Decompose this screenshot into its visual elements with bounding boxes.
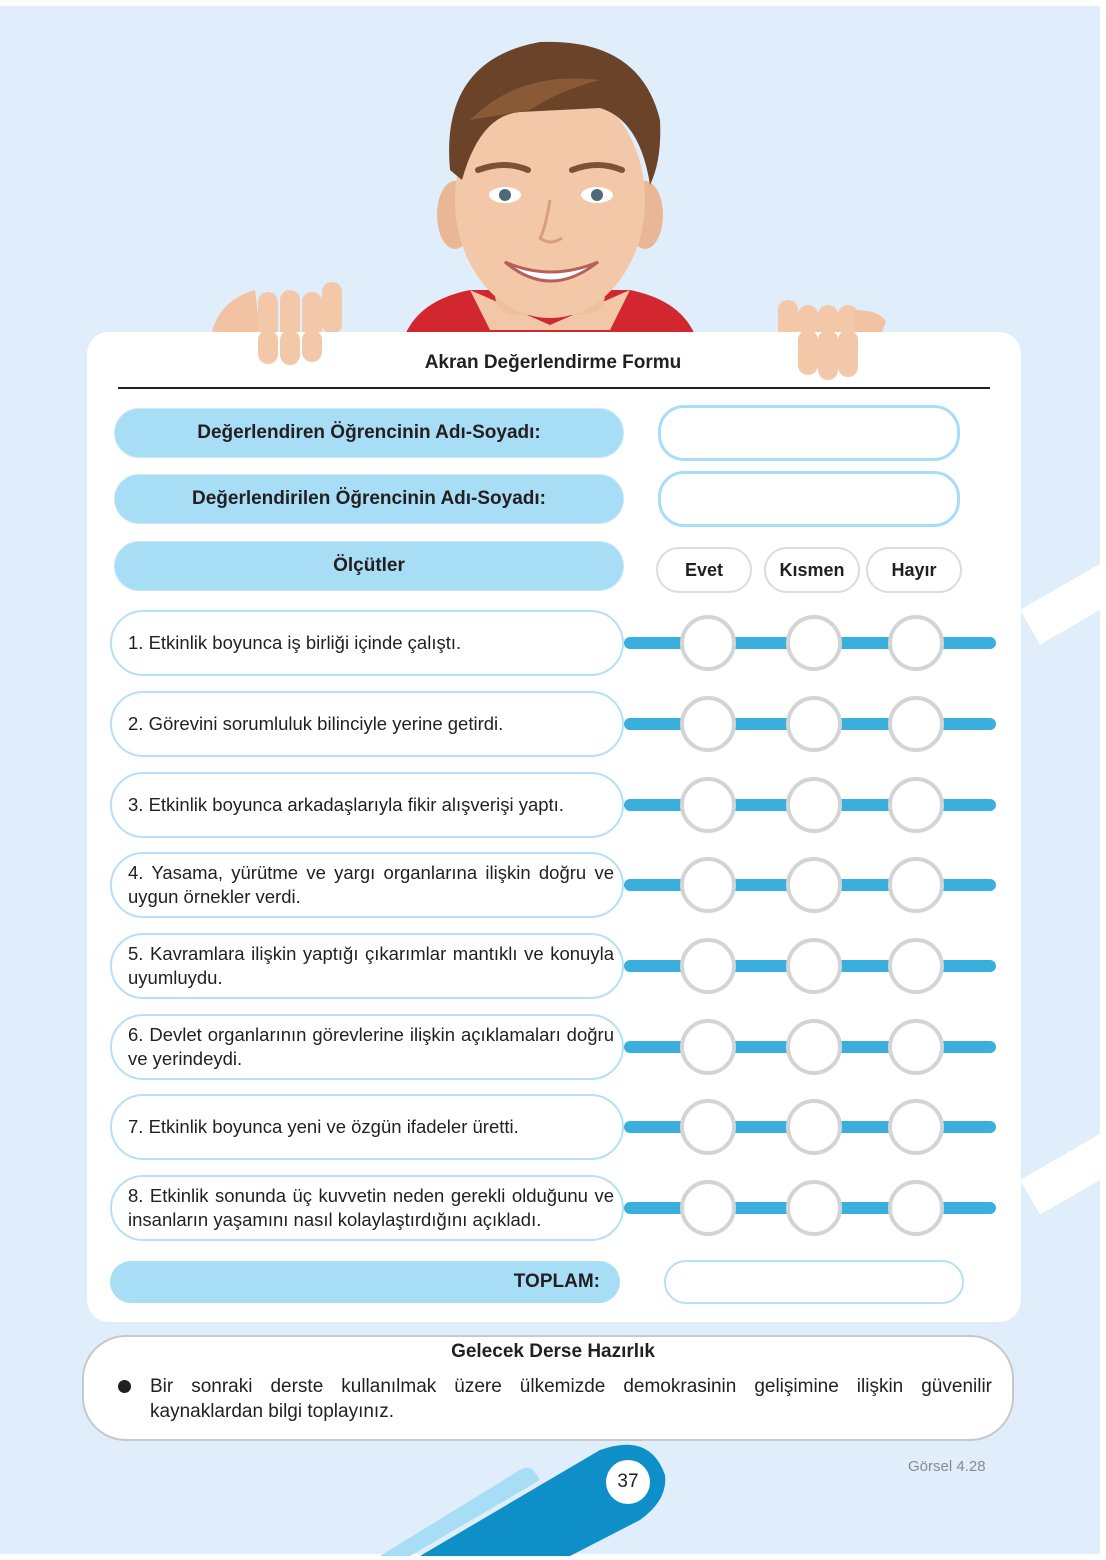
radio-partly-4[interactable] <box>786 857 842 913</box>
criterion-row-3 <box>110 772 624 838</box>
criterion-text: 8. Etkinlik sonunda üç kuvvetin neden gerekli olduğunu ve insanların yaşamını nasıl kolaylaştırdığını açıkladı. <box>128 1185 614 1230</box>
radio-yes-8[interactable] <box>680 1180 736 1236</box>
total-field[interactable] <box>664 1260 964 1304</box>
criterion-row-1 <box>110 610 624 676</box>
criterion-row-2 <box>110 691 624 757</box>
radio-partly-1[interactable] <box>786 615 842 671</box>
criterion-text: 5. Kavramlara ilişkin yaptığı çıkarımlar mantıklı ve konuyla uyumluydu. <box>128 943 614 988</box>
criterion-text: 6. Devlet organlarının görevlerine ilişkin açıklamaları doğru ve yerindeydi. <box>128 1024 614 1069</box>
evaluator-name-field[interactable] <box>658 405 960 461</box>
page-number: 37 <box>606 1460 650 1504</box>
total-label: TOPLAM: <box>110 1261 620 1303</box>
column-no: Hayır <box>866 547 962 593</box>
radio-yes-4[interactable] <box>680 857 736 913</box>
radio-yes-1[interactable] <box>680 615 736 671</box>
radio-partly-2[interactable] <box>786 696 842 752</box>
criteria-header: Ölçütler <box>115 542 623 590</box>
radio-no-1[interactable] <box>888 615 944 671</box>
column-partly: Kısmen <box>764 547 860 593</box>
bullet-icon <box>118 1380 131 1393</box>
radio-yes-3[interactable] <box>680 777 736 833</box>
criterion-row-8 <box>110 1175 624 1241</box>
criterion-row-7 <box>110 1094 624 1160</box>
radio-yes-2[interactable] <box>680 696 736 752</box>
evaluated-name-field[interactable] <box>658 471 960 527</box>
radio-yes-6[interactable] <box>680 1019 736 1075</box>
radio-no-5[interactable] <box>888 938 944 994</box>
preparation-text: Bir sonraki derste kullanılmak üzere ülkemizde demokrasinin gelişimine ilişkin güvenilir kaynaklardan bilgi toplayınız. <box>150 1376 992 1422</box>
figure-caption: Görsel 4.28 <box>908 1458 986 1475</box>
evaluator-label: Değerlendiren Öğrencinin Adı-Soyadı: <box>115 409 623 457</box>
criterion-text: 3. Etkinlik boyunca arkadaşlarıyla fikir alışverişi yaptı. <box>128 794 564 815</box>
evaluated-label: Değerlendirilen Öğrencinin Adı-Soyadı: <box>115 475 623 523</box>
criterion-text: 2. Görevini sorumluluk bilinciyle yerine getirdi. <box>128 713 504 734</box>
radio-yes-7[interactable] <box>680 1099 736 1155</box>
radio-no-4[interactable] <box>888 857 944 913</box>
radio-partly-8[interactable] <box>786 1180 842 1236</box>
radio-no-7[interactable] <box>888 1099 944 1155</box>
criterion-row-5 <box>110 933 624 999</box>
radio-partly-7[interactable] <box>786 1099 842 1155</box>
criterion-row-6 <box>110 1014 624 1080</box>
criterion-text: 4. Yasama, yürütme ve yargı organlarına ilişkin doğru ve uygun örnekler verdi. <box>128 862 614 907</box>
radio-partly-6[interactable] <box>786 1019 842 1075</box>
title-divider <box>118 387 990 389</box>
preparation-title: Gelecek Derse Hazırlık <box>451 1341 655 1362</box>
column-yes: Evet <box>656 547 752 593</box>
radio-no-2[interactable] <box>888 696 944 752</box>
radio-yes-5[interactable] <box>680 938 736 994</box>
criterion-text: 7. Etkinlik boyunca yeni ve özgün ifadeler üretti. <box>128 1116 519 1137</box>
radio-no-3[interactable] <box>888 777 944 833</box>
radio-no-6[interactable] <box>888 1019 944 1075</box>
radio-partly-3[interactable] <box>786 777 842 833</box>
hands-overlay <box>0 0 1106 400</box>
criterion-row-4 <box>110 852 624 918</box>
radio-partly-5[interactable] <box>786 938 842 994</box>
radio-no-8[interactable] <box>888 1180 944 1236</box>
criterion-text: 1. Etkinlik boyunca iş birliği içinde çalıştı. <box>128 632 462 653</box>
form-title: Akran Değerlendirme Formu <box>424 352 682 373</box>
